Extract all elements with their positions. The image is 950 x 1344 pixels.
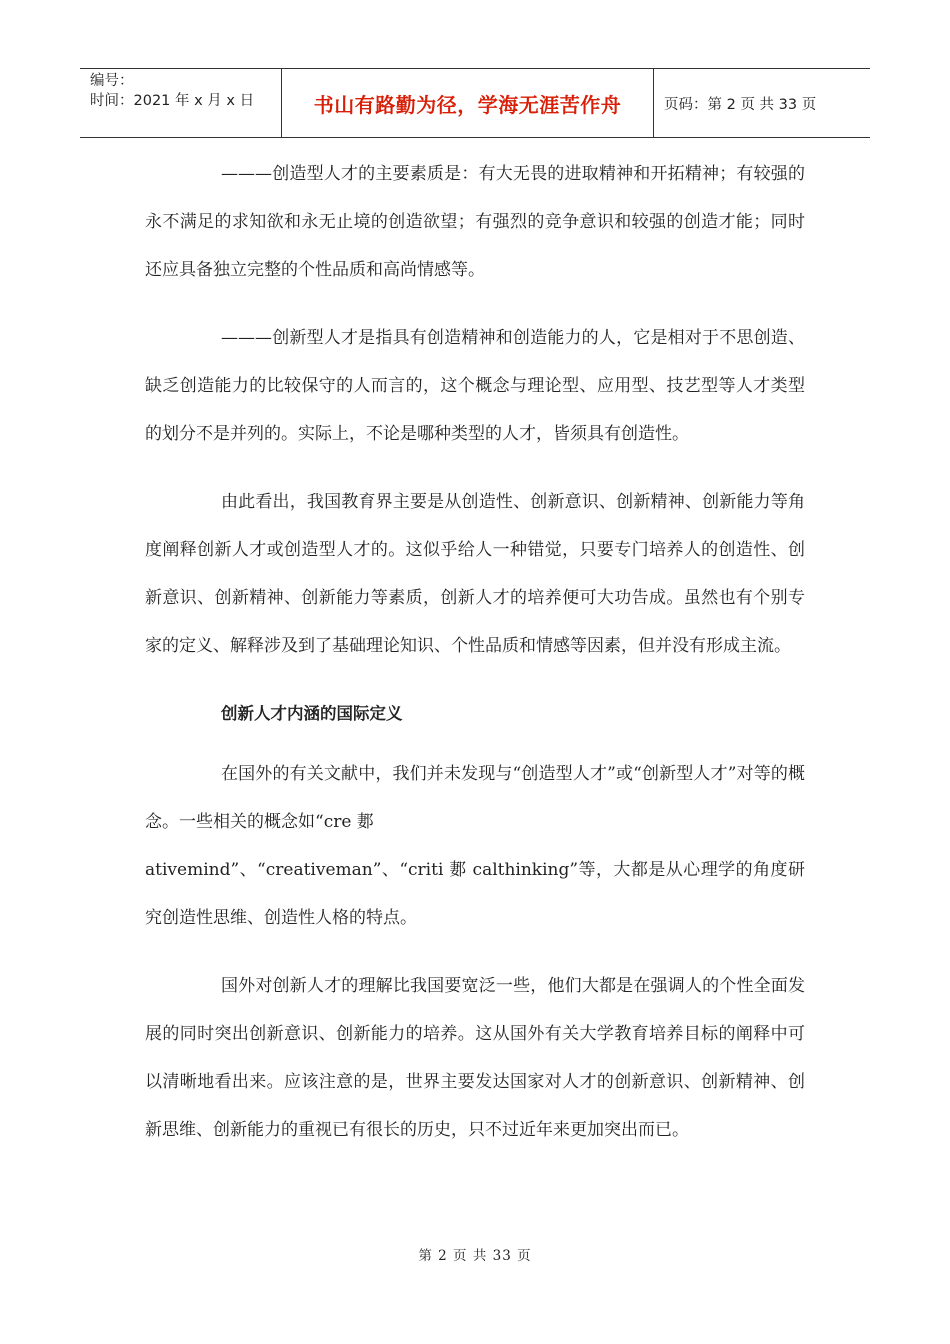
document-date-label: 时间：2021 年 x 月 x 日 (90, 93, 255, 109)
header-page-info: 页码：第 2 页 共 33 页 (664, 96, 817, 113)
body-paragraph: 由此看出，我国教育界主要是从创造性、创新意识、创新精神、创新能力等角度阐释创新人才或创造型人才的。这似乎给人一种错觉，只要专门培养人的创造性、创新意识、创新精神、创新能力等素质，创新人才的培养便可大功告成。虽然也有个别专家的定义、解释涉及到了基础理论知识、个性品质和情感等因素，但并没有形成主流。 (145, 492, 805, 656)
header-meta-cell (80, 69, 282, 137)
header-motto: 书山有路勤为径，学海无涯苦作舟 (313, 92, 622, 117)
paragraph-line: 在国外的有关文献中，我们并未发现与“创造型人才”或“创新型人才”对等的概念。一些相关的概念如“cre 郪 (145, 764, 805, 832)
body-paragraph: 国外对创新人才的理解比我国要宽泛一些，他们大都是在强调人的个性全面发展的同时突出创新意识、创新能力的培养。这从国外有关大学教育培养目标的阐释中可以清晰地看出来。应该注意的是，世界主要发达国家对人才的创新意识、创新精神、创新思维、创新能力的重视已有很长的历史，只不过近年来更加突出而已。 (145, 976, 805, 1140)
body-paragraph: ———创新型人才是指具有创造精神和创造能力的人，它是相对于不思创造、缺乏创造能力的比较保守的人而言的，这个概念与理论型、应用型、技艺型等人才类型的划分不是并列的。实际上，不论是哪种类型的人才，皆须具有创造性。 (145, 328, 805, 444)
header-page-cell (654, 69, 870, 137)
page-footer: 第 2 页 共 33 页 (418, 1248, 532, 1264)
body-paragraph: ———创造型人才的主要素质是：有大无畏的进取精神和开拓精神；有较强的永不满足的求知欲和永无止境的创造欲望；有强烈的竞争意识和较强的创造才能；同时还应具备独立完整的个性品质和高尚情感等。 (145, 164, 805, 280)
section-heading: 创新人才内涵的国际定义 (221, 704, 403, 723)
document-number-label: 编号： (90, 73, 134, 89)
document-body (145, 150, 805, 1174)
header-motto-cell (282, 69, 654, 137)
page-header (80, 68, 870, 138)
body-paragraph-continued: ativemind”、“creativeman”、“criti 郪 calthinking”等，大都是从心理学的角度研究创造性思维、创造性人格的特点。 (145, 860, 805, 928)
body-paragraph (145, 750, 805, 846)
